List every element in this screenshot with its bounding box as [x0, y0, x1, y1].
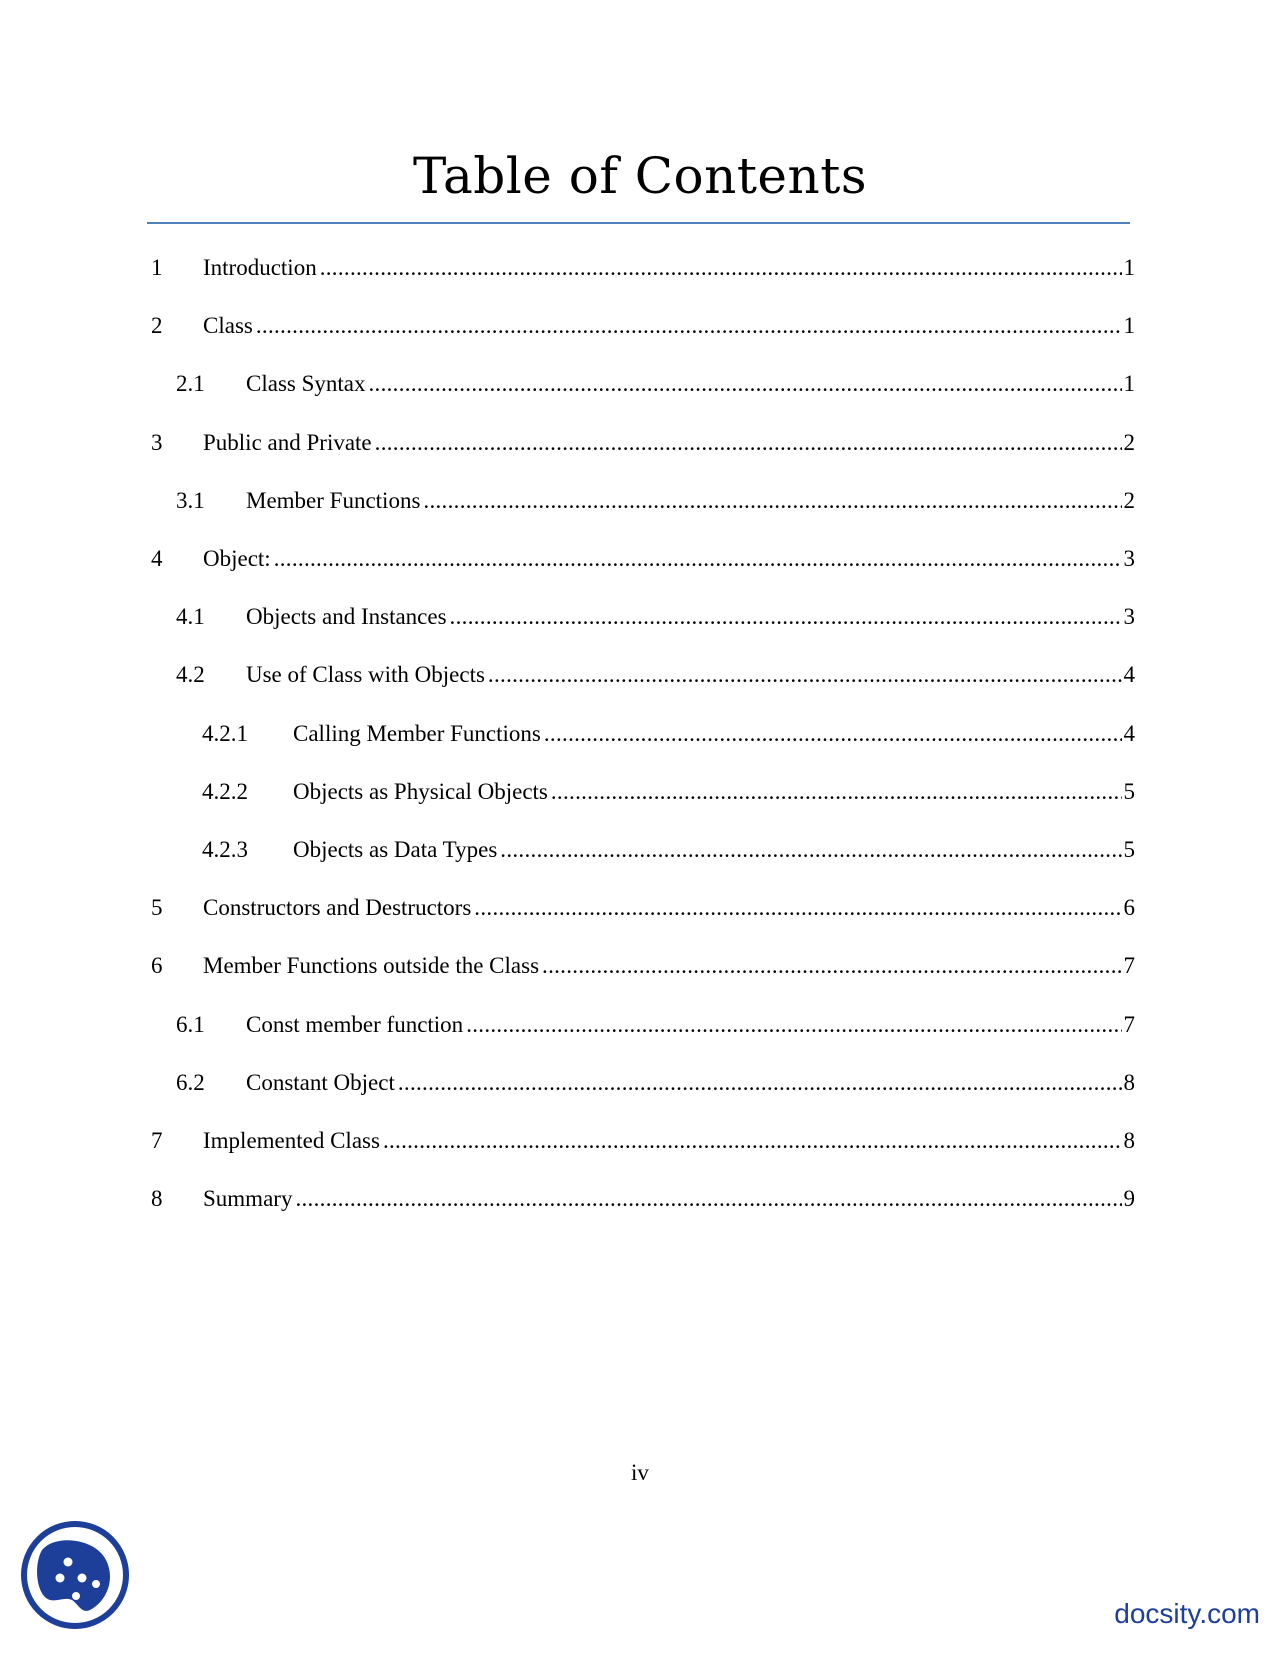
toc-entry[interactable]: [151, 1183, 1135, 1215]
toc-entry-page: 8: [1123, 1070, 1135, 1095]
toc-entry[interactable]: [151, 310, 1135, 342]
toc-entry-number: 5: [151, 895, 163, 920]
toc-entry-page: 9: [1123, 1186, 1135, 1211]
toc-entry[interactable]: [151, 892, 1135, 924]
toc-entry-title: Objects as Data Types: [293, 837, 498, 862]
toc-entry[interactable]: [176, 1009, 1135, 1041]
toc-entry-title: Summary: [203, 1186, 293, 1211]
toc-entry-title: Constant Object: [246, 1070, 395, 1095]
toc-entry[interactable]: [151, 252, 1135, 284]
toc-entry-page: 1: [1123, 313, 1135, 338]
toc-leader-dots: [368, 368, 1121, 400]
toc-leader-dots: [542, 950, 1121, 982]
toc-entry-title: Implemented Class: [203, 1128, 380, 1153]
toc-entry-page: 3: [1123, 604, 1135, 629]
toc-entry-page: 1: [1123, 255, 1135, 280]
toc-entry-number: 8: [151, 1186, 163, 1211]
toc-entry-number: 2: [151, 313, 163, 338]
toc-leader-dots: [256, 310, 1122, 342]
brand-link[interactable]: docsity.com: [1114, 1598, 1260, 1629]
toc-entry-page: 2: [1123, 488, 1135, 513]
toc-entry-number: 1: [151, 255, 163, 280]
toc-entry-page: 1: [1123, 371, 1135, 396]
toc-leader-dots: [450, 601, 1122, 633]
toc-leader-dots: [500, 834, 1121, 866]
toc-leader-dots: [466, 1009, 1121, 1041]
toc-entry-page: 7: [1123, 953, 1135, 978]
toc-entry-number: 3: [151, 430, 163, 455]
toc-entry[interactable]: [151, 1125, 1135, 1157]
toc-entry-page: 2: [1123, 430, 1135, 455]
toc-entry-title: Member Functions outside the Class: [203, 953, 540, 978]
toc-leader-dots: [383, 1125, 1122, 1157]
toc-entry-number: 4.2.1: [202, 721, 248, 746]
toc-leader-dots: [423, 485, 1121, 517]
toc-entry[interactable]: [151, 427, 1135, 459]
page-title: Table of Contents: [413, 147, 867, 205]
toc-entry[interactable]: [176, 601, 1135, 633]
toc-entry-title: Use of Class with Objects: [246, 662, 485, 687]
toc-entry[interactable]: [202, 718, 1135, 750]
toc-leader-dots: [398, 1067, 1122, 1099]
toc-entry-page: 8: [1123, 1128, 1135, 1153]
toc-entry-title: Object:: [203, 546, 271, 571]
toc-leader-dots: [274, 543, 1122, 575]
toc-entry-number: 4.1: [176, 604, 205, 629]
toc-leader-dots: [544, 718, 1122, 750]
toc-entry-number: 2.1: [176, 371, 205, 396]
toc-entry-number: 3.1: [176, 488, 205, 513]
toc-entry-page: 6: [1123, 895, 1135, 920]
toc-entry-title: Introduction: [203, 255, 317, 280]
toc-entry-title: Class Syntax: [246, 371, 366, 396]
toc-entry-page: 4: [1123, 662, 1135, 687]
toc-entry-title: Objects and Instances: [246, 604, 447, 629]
toc-entry[interactable]: [202, 834, 1135, 866]
toc-leader-dots: [551, 776, 1122, 808]
toc-entry-title: Public and Private: [203, 430, 372, 455]
toc-entry-number: 4.2.2: [202, 779, 248, 804]
toc-entry[interactable]: [151, 543, 1135, 575]
toc-entry-number: 4: [151, 546, 163, 571]
toc-entry[interactable]: [151, 950, 1135, 982]
toc-leader-dots: [474, 892, 1121, 924]
toc-entry-page: 7: [1123, 1012, 1135, 1037]
toc-entry[interactable]: [176, 659, 1135, 691]
toc-entry[interactable]: [176, 368, 1135, 400]
toc-leader-dots: [375, 427, 1122, 459]
toc-entry-title: Constructors and Destructors: [203, 895, 472, 920]
toc-entry-number: 6: [151, 953, 163, 978]
toc-entry-title: Objects as Physical Objects: [293, 779, 548, 804]
toc-entry-number: 6.1: [176, 1012, 205, 1037]
toc-leader-dots: [295, 1183, 1121, 1215]
toc-leader-dots: [320, 252, 1122, 284]
toc-entry[interactable]: [202, 776, 1135, 808]
toc-leader-dots: [488, 659, 1122, 691]
page-number: iv: [631, 1460, 649, 1485]
toc-entry-page: 4: [1123, 721, 1135, 746]
docsity-logo-icon: [20, 1520, 130, 1630]
toc-entry[interactable]: [176, 485, 1135, 517]
toc-entry-title: Member Functions: [246, 488, 421, 513]
toc-entry-page: 5: [1123, 779, 1135, 804]
toc-entry-number: 4.2: [176, 662, 205, 687]
toc-entry-number: 4.2.3: [202, 837, 248, 862]
toc-entry-title: Calling Member Functions: [293, 721, 541, 746]
toc-entry-title: Class: [203, 313, 253, 338]
toc-entry[interactable]: [176, 1067, 1135, 1099]
toc-entry-number: 7: [151, 1128, 163, 1153]
toc-entry-number: 6.2: [176, 1070, 205, 1095]
toc-entry-page: 5: [1123, 837, 1135, 862]
toc-entry-page: 3: [1123, 546, 1135, 571]
toc-entry-title: Const member function: [246, 1012, 464, 1037]
